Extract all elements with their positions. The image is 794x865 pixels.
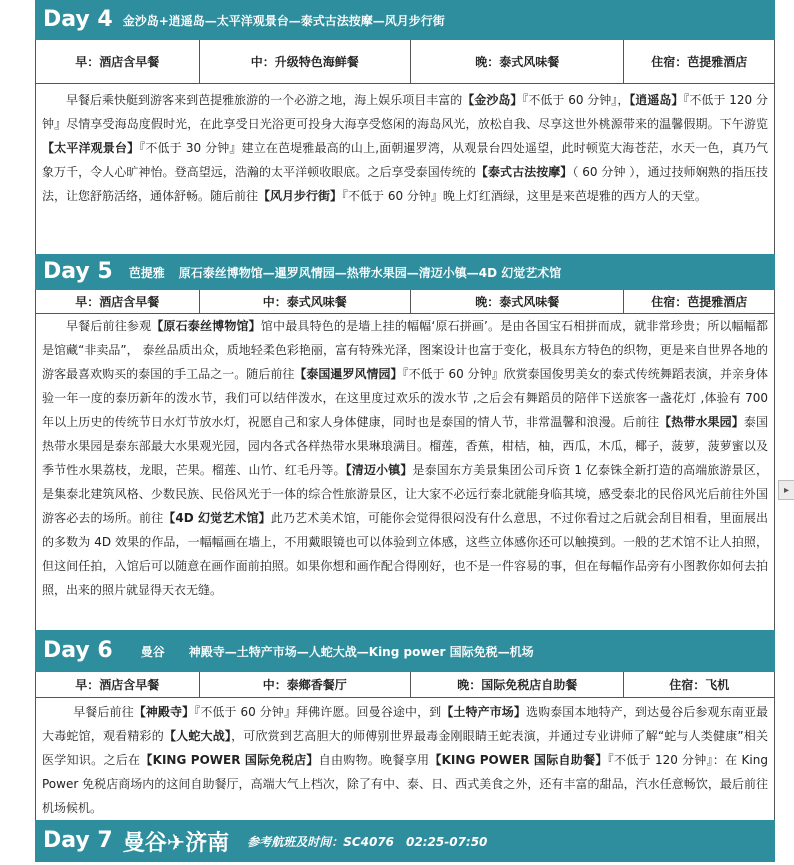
day7-title: 曼谷✈济南	[122, 830, 230, 856]
day6-text-run: 选购泰国本地特产，到达曼谷后参观东南亚最大毒蛇馆，观看精彩的	[42, 705, 768, 743]
day6-highlight: 【土特产市场】	[441, 705, 526, 719]
day4-route: 金沙岛+逍遥岛—太平洋观景台—泰式古法按摩—风月步行街	[122, 13, 445, 28]
arrow-right-icon: ▸	[783, 484, 790, 496]
day6-text-run: 『不低于 60 分钟』拜佛许愿。回曼谷途中，到	[194, 705, 442, 719]
day6-highlight: 【人蛇大战】	[163, 729, 232, 743]
day5-text-run: 馆中最具特色的是墙上挂的幅幅‘原石拼画’。是由各国宝石相拼而成，就非常珍贵；所以幅幅都是馆藏“非卖品”， 泰丝品质出众，质地轻柔色彩艳丽，富有特殊光泽，图案设计也富于变化，极具东方特色的织物，更是来自世界各地的游客最喜欢购买的泰国的手工品之一。随后前往	[42, 319, 768, 381]
day6-text-run: 『不低于 120 分钟』：在 King Power 免税店商场内的这间自助餐厅，高端大气上档次，除了有中、泰、日、西式美食之外，还有丰富的甜品，汽水任意畅饮，最后前往机场候机。	[42, 753, 768, 815]
day6-breakfast: 早：酒店含早餐	[75, 678, 160, 692]
day6-section	[35, 630, 775, 820]
day4-text-run: 『不低于 60 分钟』晚上灯红酒绿，这里是来芭堤雅的西方人的天堂。	[342, 189, 707, 203]
day6-highlight: 【KING POWER 国际免税店】	[140, 753, 319, 767]
day5-highlight: 【原石泰丝博物馆】	[151, 319, 261, 333]
day4-meals	[35, 40, 775, 84]
day6-lunch: 中：泰鄉香餐厅	[199, 672, 410, 697]
day4-header	[35, 0, 775, 40]
day5-text-run: 早餐后前往参观	[66, 319, 152, 333]
day4-text-run: （ 60 分钟 ），通过技师娴熟的指压技法，让您舒筋活络，通体舒畅。随后前往	[42, 165, 768, 203]
day7-section	[35, 820, 775, 862]
day5-meals	[35, 290, 775, 314]
day6-header	[35, 630, 775, 672]
day5-highlight: 【泰国暹罗风情园】	[294, 367, 403, 381]
day4-description	[35, 84, 775, 254]
day7-flight-info: 参考航班及时间：SC4076 02:25-07:50	[247, 834, 488, 849]
day6-text-run: 早餐后前往	[73, 705, 134, 719]
day5-breakfast: 早：酒店含早餐	[75, 295, 160, 309]
day4-text-run: 『不低于 60 分钟』，	[522, 93, 630, 107]
day5-text-run: 『不低于 60 分钟』欣赏泰国俊男美女的泰式传统舞蹈表演，并亲身体验一年一度的泰历新年的泼水节，我们可以结伴泼水，在这里度过欢乐的泼水节 ,之后会有舞蹈员的陪伴下送旅客一盏花灯 ,体验有 700 年以上历史的传统节日水灯节放水灯，祝愿自己和家人身体健康，同时也是泰国的情人节，非常温馨和浪漫。后前往	[42, 367, 768, 429]
day5-city: 芭提雅	[128, 265, 165, 280]
day6-city: 曼谷	[140, 644, 165, 659]
day4-highlight: 【金沙岛】	[462, 93, 523, 107]
day4-dinner: 晚：泰式风味餐	[410, 40, 623, 83]
day5-number: Day 5	[43, 259, 113, 284]
day5-dinner: 晚：泰式风味餐	[410, 290, 623, 313]
day5-highlight: 【热带水果园】	[659, 415, 744, 429]
day4-lunch: 中：升级特色海鲜餐	[199, 40, 410, 83]
day4-highlight: 【逍遥岛】	[629, 93, 684, 107]
itinerary	[35, 0, 775, 862]
day4-text-run: 『不低于 120 分钟』尽情享受海岛度假时光，在此享受日光浴更可投身大海享受悠闲的海岛风光，放松自我、尽享这世外桃源带来的温馨假期。下午游览	[42, 93, 768, 131]
scroll-side-tab[interactable]	[778, 480, 794, 500]
day5-lodging: 住宿：芭提雅酒店	[623, 290, 774, 313]
day4-text-run: 早餐后乘快艇到游客来到芭提雅旅游的一个必游之地，海上娱乐项目丰富的	[66, 93, 463, 107]
day7-number: Day 7	[43, 828, 113, 853]
day6-lodging: 住宿：飞机	[623, 672, 774, 697]
day4-highlight: 【泰式古法按摩】	[475, 165, 573, 179]
day5-section	[35, 254, 775, 630]
day5-text-run: 是泰国东方美景集团公司斥资 1 亿泰铢全新打造的高端旅游景区，是集泰北建筑风格、少数民族、民俗风光于一体的综合性旅游景区，让大家不必远行泰北就能身临其境，感受泰北的民俗风光后前往外国游客必去的场所。前往	[42, 463, 768, 525]
day4-breakfast: 早：酒店含早餐	[75, 55, 160, 69]
day6-text-run: 自由购物。晚餐享用	[318, 753, 430, 767]
day4-lodging: 住宿：芭提雅酒店	[623, 40, 774, 83]
day6-number: Day 6	[43, 638, 113, 663]
day4-highlight: 【风月步行街】	[258, 189, 343, 203]
day7-header	[35, 820, 775, 862]
day5-highlight: 【清迈小镇】	[345, 463, 413, 477]
day6-description	[35, 698, 775, 820]
day6-highlight: 【KING POWER 国际自助餐】	[429, 753, 608, 767]
day6-route: 神殿寺—土特产市场—人蛇大战—King power 国际免税—机场	[188, 644, 534, 659]
day5-text-run: 泰国热带水果园是泰东部最大水果观光园，园内各式各样热带水果琳琅满目。榴莲，香蕉，柑桔，柚，西瓜，木瓜，椰子，菠萝，菠萝蜜以及季节性水果荔枝，龙眼，芒果。榴莲、山竹、红毛丹等。	[42, 415, 768, 477]
day5-text-run: 此乃艺术美术馆，可能你会觉得很闷没有什么意思，不过你看过之后就会刮目相看，里面展出的多数为 4D 效果的作品，一幅幅画在墙上，不用戴眼镜也可以体验到立体感，这些立体感你还可以触摸到。一般的艺术馆不让人拍照，但这间任拍，入馆后可以随意在画作面前拍照。如果你想和画作配合得刚好，也不是一件容易的事，但在每幅作品旁有小图教你如何去拍照，出来的照片就显得天衣无缝。	[42, 511, 768, 597]
day6-text-run: ，可欣赏到艺高胆大的师傅别世界最毒金刚眼睛王蛇表演，并通过专业讲师了解“蛇与人类健康”相关医学知识。之后在	[42, 729, 768, 767]
day5-lunch: 中：泰式风味餐	[199, 290, 410, 313]
day6-meals	[35, 672, 775, 698]
day6-highlight: 【神殿寺】	[133, 705, 195, 719]
day6-dinner: 晚：国际免税店自助餐	[410, 672, 623, 697]
day5-route: 原石泰丝博物馆—暹罗风情园—热带水果园—清迈小镇—4D 幻觉艺术馆	[178, 265, 562, 280]
day5-highlight: 【4D 幻觉艺术馆】	[163, 511, 271, 525]
day5-header	[35, 254, 775, 290]
day5-description	[35, 314, 775, 630]
day4-text-run: 『不低于 30 分钟』建立在芭堤雅最高的山上,面朝暹罗湾，从观景台四处遥望，此时顿览大海苍茫，水天一色，真乃气象万千，令人心旷神怡。登高望远，浩瀚的太平洋顿收眼底。之后享受泰国传统的	[42, 141, 768, 179]
day4-number: Day 4	[43, 7, 113, 32]
day4-section	[35, 0, 775, 254]
day4-highlight: 【太平洋观景台】	[42, 141, 140, 155]
